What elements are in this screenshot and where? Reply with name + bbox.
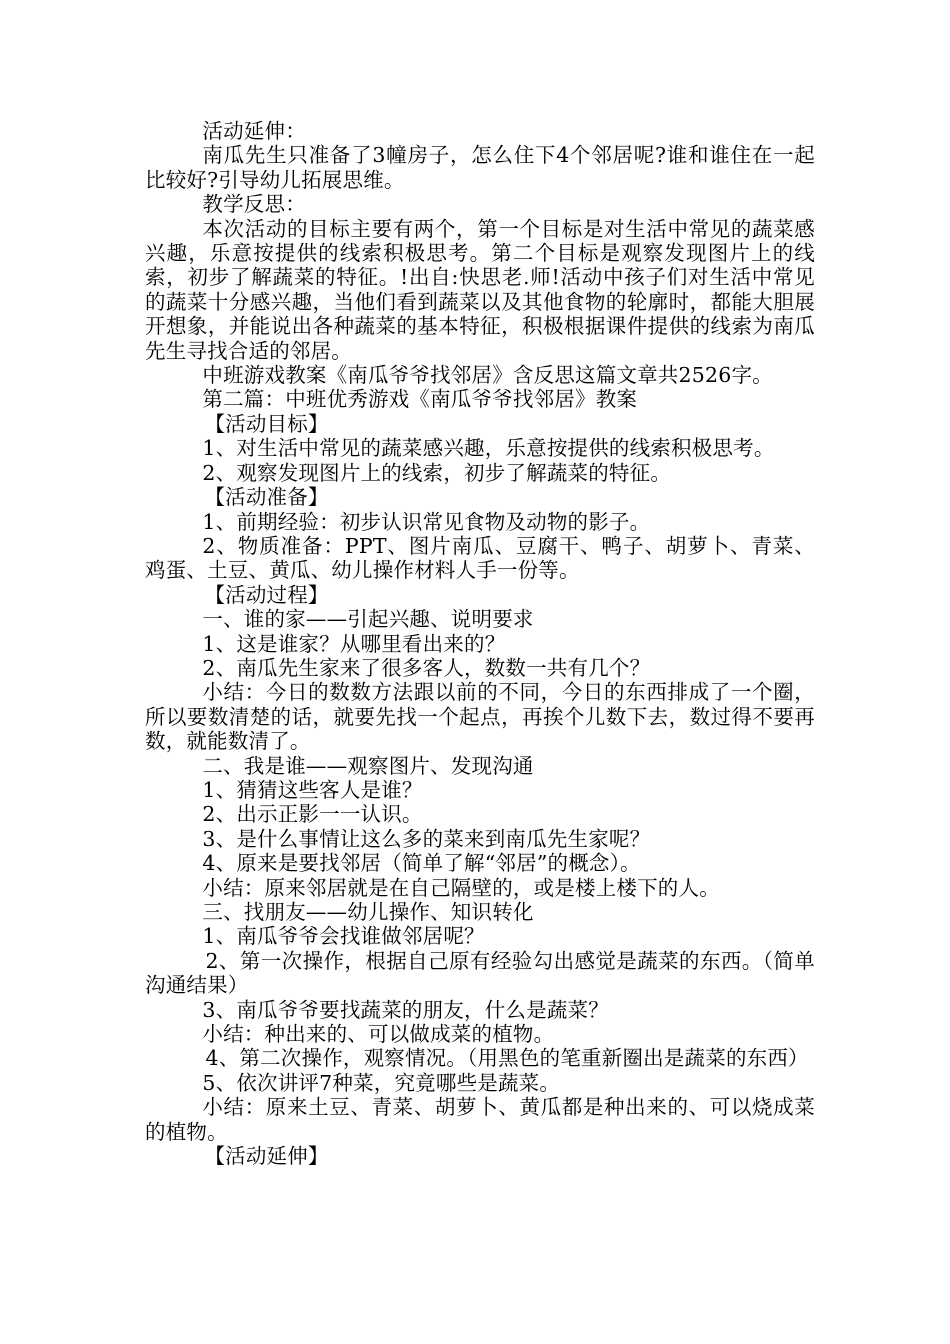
process-part-3-title: 三、找朋友——幼儿操作、知识转化 bbox=[202, 900, 534, 924]
process-part-2-item-4: 4、原来是要找邻居（简单了解“邻居”的概念）。 bbox=[202, 851, 641, 876]
paragraph-word-count: 中班游戏教案《南瓜爷爷找邻居》含反思这篇文章共2526字。 bbox=[202, 363, 773, 388]
section-heading-preparation: 【活动准备】 bbox=[204, 485, 329, 510]
goal-item-2: 2、观察发现图片上的线索，初步了解蔬菜的特征。 bbox=[202, 460, 672, 485]
process-part-2-item-2: 2、出示正影一一认识。 bbox=[202, 802, 423, 827]
process-part-3-item-4: 4、第二次操作，观察情况。（用黑色的笔重新圈出是蔬菜的东西） bbox=[205, 1046, 809, 1071]
document-page bbox=[145, 119, 815, 1168]
process-part-2-title: 二、我是谁——观察图片、发现沟通 bbox=[202, 753, 534, 778]
process-part-1-title: 一、谁的家——引起兴趣、说明要求 bbox=[202, 607, 534, 632]
goal-item-1: 1、对生活中常见的蔬菜感兴趣，乐意按提供的线索积极思考。 bbox=[202, 436, 775, 461]
preparation-item-1: 1、前期经验：初步认识常见食物及动物的影子。 bbox=[202, 509, 651, 534]
process-part-3-item-5: 5、依次讲评7种菜，究竟哪些是蔬菜。 bbox=[202, 1070, 561, 1095]
section-heading-process: 【活动过程】 bbox=[204, 582, 329, 607]
paragraph-activity-extension: 活动延伸： bbox=[202, 119, 306, 143]
process-part-1-item-1: 1、这是谁家？从哪里看出来的？ bbox=[202, 631, 506, 656]
process-part-3-item-1: 1、南瓜爷爷会找谁做邻居呢？ bbox=[202, 924, 485, 949]
process-part-3-summary-2: 小结：原来土豆、青菜、胡萝卜、黄瓜都是种出来的、可以烧成菜的植物。 bbox=[145, 1095, 815, 1144]
paragraph-reflection-body: 本次活动的目标主要有两个，第一个目标是对生活中常见的蔬菜感兴趣，乐意按提供的线索积极思考。第二个目标是观察发现图片上的线索，初步了解蔬菜的特征。!出自:快思老.师!活动中孩子们对生活中常见的蔬菜十分感兴趣，当他们看到蔬菜以及其他食物的轮廓时，都能大胆展开想象，并能说出各种蔬菜的基本特征，积极根据课件提供的线索为南瓜先生寻找合适的邻居。 bbox=[145, 216, 815, 363]
process-part-1-item-2: 2、南瓜先生家来了很多客人，数数一共有几个？ bbox=[202, 655, 651, 680]
process-part-2-summary: 小结：原来邻居就是在自己隔壁的，或是楼上楼下的人。 bbox=[202, 875, 720, 900]
section-heading-extension: 【活动延伸】 bbox=[204, 1144, 329, 1169]
paragraph-reflection-title: 教学反思： bbox=[202, 192, 306, 217]
preparation-item-2: 2、物质准备：PPT、图片南瓜、豆腐干、鸭子、胡萝卜、青菜、鸡蛋、土豆、黄瓜、幼儿操作材料人手一份等。 bbox=[145, 533, 815, 583]
process-part-2-item-3: 3、是什么事情让这么多的菜来到南瓜先生家呢？ bbox=[202, 826, 651, 851]
section-heading-goals: 【活动目标】 bbox=[204, 411, 329, 436]
paragraph-second-article-title: 第二篇：中班优秀游戏《南瓜爷爷找邻居》教案 bbox=[202, 387, 638, 412]
process-part-3-summary-1: 小结：种出来的、可以做成菜的植物。 bbox=[202, 1022, 555, 1047]
process-part-1-summary: 小结：今日的数数方法跟以前的不同，今日的东西排成了一个圈，所以要数清楚的话，就要先找一个起点，再挨个儿数下去，数过得不要再数，就能数清了。 bbox=[145, 680, 815, 754]
process-part-3-item-2: 2、第一次操作，根据自己原有经验勾出感觉是蔬菜的东西。（简单沟通结果） bbox=[145, 948, 815, 998]
process-part-3-item-3: 3、南瓜爷爷要找蔬菜的朋友，什么是蔬菜？ bbox=[202, 997, 609, 1022]
paragraph-extension-question: 南瓜先生只准备了3幢房子，怎么住下4个邻居呢?谁和谁住在一起比较好?引导幼儿拓展思维。 bbox=[145, 143, 815, 192]
process-part-2-item-1: 1、猜猜这些客人是谁？ bbox=[202, 777, 423, 802]
